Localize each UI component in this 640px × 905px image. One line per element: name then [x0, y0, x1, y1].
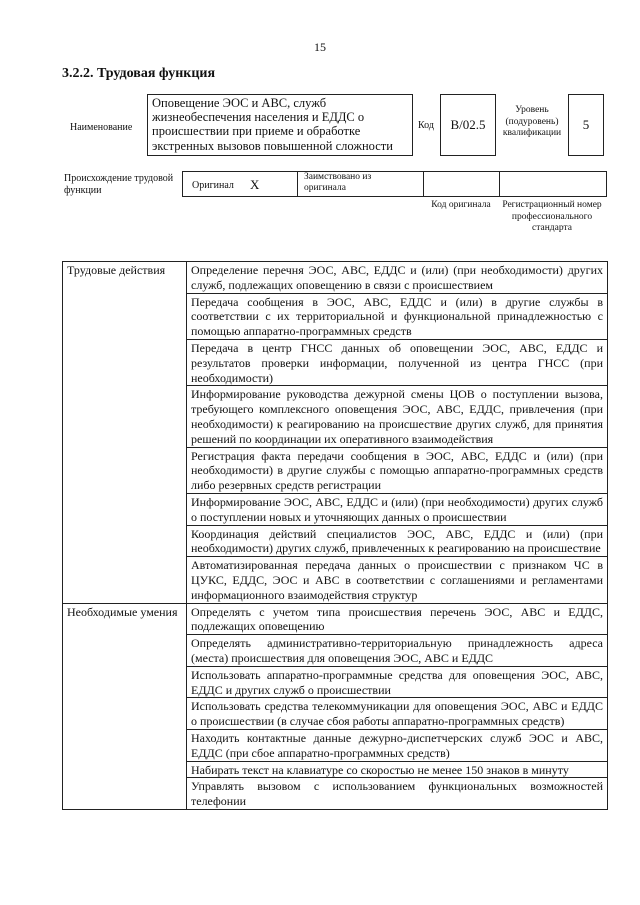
code-value: B/02.5	[440, 94, 496, 156]
section-item-cell: Определять административно-территориальную принадлежность адреса (места) происшествия для оповещения ЭОС, АВС и ЕДДС	[187, 635, 608, 667]
table-row	[63, 262, 608, 294]
section-item-cell: Передача сообщения в ЭОС, АВС, ЕДДС и (или) в другие службы в соответствии с их территориальной и функциональной принадлежностью с помощью аппаратно-программных средств	[187, 293, 608, 339]
section-item-cell: Координация действий специалистов ЭОС, АВС, ЕДДС и (или) (при необходимости) других служб, привлеченных к реагированию на происшествие	[187, 525, 608, 557]
origin-original-mark: X	[250, 177, 260, 192]
function-name-box: Оповещение ЭОС и АВС, служб жизнеобеспечения населения и ЕДДС о происшествии при приеме и обработке экстренных вызовов повышенной сложности	[147, 94, 413, 156]
section-item-cell: Передача в центр ГНСС данных об оповещении ЭОС, АВС, ЕДДС и результатов проверки информации, полученной из центра ГНСС (при необходимости)	[187, 339, 608, 385]
code-label: Код	[418, 120, 434, 131]
section-item-cell: Использовать средства телекоммуникации для оповещения ЭОС, АВС и ЕДДС о происшествии (в случае сбоя работы аппаратно-программных средств)	[187, 698, 608, 730]
name-label: Наименование	[70, 122, 133, 133]
table-row	[63, 603, 608, 635]
section-title-cell: Необходимые умения	[63, 603, 187, 809]
section-title: 3.2.2. Трудовая функция	[62, 66, 216, 81]
registration-number-label: Регистрационный номер профессионального стандарта	[502, 200, 602, 233]
page-number: 15	[314, 40, 326, 54]
origin-label: Происхождение трудовой функции	[64, 173, 174, 196]
section-item-cell: Автоматизированная передача данных о происшествии с признаком ЧС в ЦУКС, ЕДДС, ЭОС и АВС в соответствии с соглашениями и регламентами информационного взаимодействия структур	[187, 557, 608, 603]
origin-original-label: Оригинал	[192, 180, 234, 191]
section-item-cell: Определять с учетом типа происшествия перечень ЭОС, АВС и ЕДДС, подлежащих оповещению	[187, 603, 608, 635]
section-item-cell: Определение перечня ЭОС, АВС, ЕДДС и (или) (при необходимости) других служб, подлежащих оповещению в связи с происшествием	[187, 262, 608, 294]
qualification-level-label: Уровень (подуровень) квалификации	[502, 105, 562, 138]
origin-code-cell	[424, 172, 500, 196]
section-item-cell: Управлять вызовом с использованием функциональных возможностей телефонии	[187, 778, 608, 810]
section-item-cell: Информирование ЭОС, АВС, ЕДДС и (или) (при необходимости) других служб о поступлении новых и уточняющих данных о происшествии	[187, 493, 608, 525]
section-item-cell: Находить контактные данные дежурно-диспетчерских служб ЭОС и АВС, ЕДДС (при сбое аппаратно-программных средств)	[187, 729, 608, 761]
section-item-cell: Использовать аппаратно-программные средства для оповещения ЭОС, АВС, ЕДДС и других служб о происшествии	[187, 666, 608, 698]
section-title-cell: Трудовые действия	[63, 262, 187, 604]
qualification-level-value: 5	[568, 94, 604, 156]
section-item-cell: Набирать текст на клавиатуре со скоростью не менее 150 знаков в минуту	[187, 761, 608, 778]
origin-borrowed-label: Заимствовано из оригинала	[304, 172, 372, 193]
function-details-table	[62, 261, 608, 810]
section-item-cell: Информирование руководства дежурной смены ЦОВ о поступлении вызова, требующего комплексного оповещения ЭОС, АВС, ЕДДС, привлечения (при необходимости) к реагированию на происшествие других служб, для принятия решений по координации их оперативного взаимодействия	[187, 386, 608, 447]
section-item-cell: Регистрация факта передачи сообщения в ЭОС, АВС, ЕДДС и (или) (при необходимости) в другие службы с помощью аппаратно-программных средств либо резервных средств регистрации	[187, 447, 608, 493]
code-original-label: Код оригинала	[431, 200, 491, 210]
